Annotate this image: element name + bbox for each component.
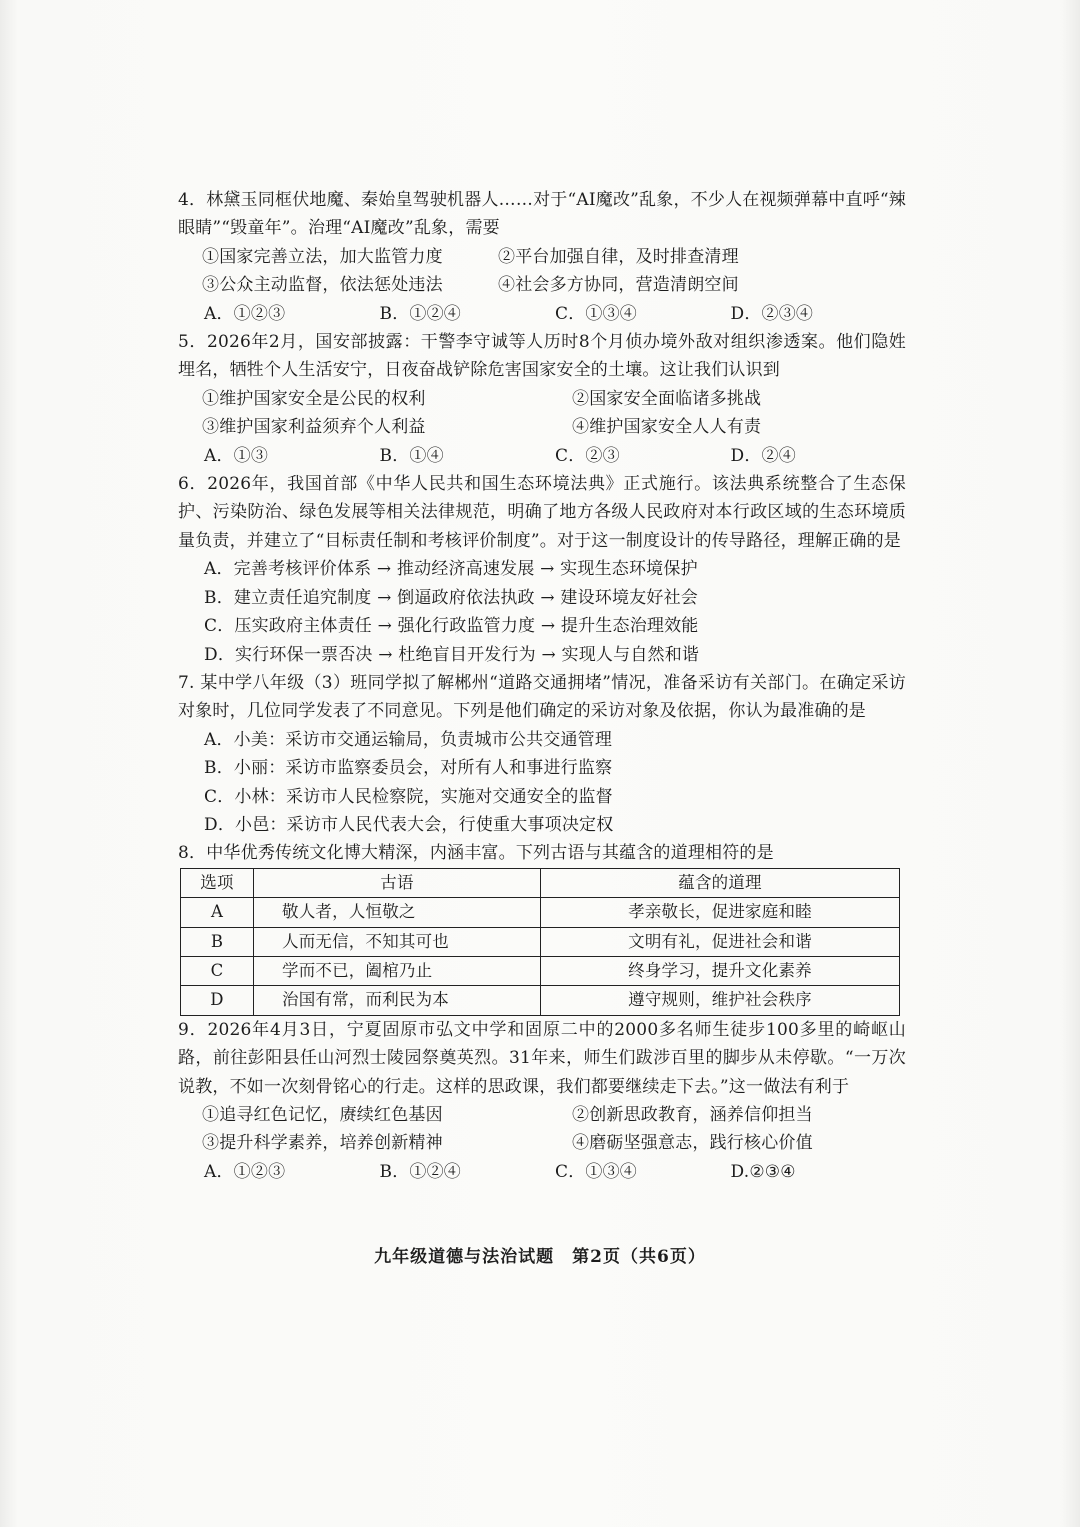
table-cell: B [181, 927, 254, 956]
table-cell: 遵守规则，维护社会秩序 [541, 986, 900, 1015]
statement: ③提升科学素养，培养创新精神 [202, 1133, 443, 1154]
statement-row [178, 243, 906, 271]
statement: ③维护国家利益须弃个人利益 [202, 417, 426, 438]
option-b: B．①②④ [379, 1161, 461, 1182]
statement-row [178, 413, 906, 441]
option-b: B．小丽：采访市监察委员会，对所有人和事进行监察 [204, 758, 613, 779]
statement-row [178, 385, 906, 413]
statement: ②国家安全面临诸多挑战 [572, 388, 762, 409]
table-cell: 终身学习，提升文化素养 [541, 956, 900, 985]
question-stem: 4．林黛玉同框伏地魔、秦始皇驾驶机器人……对于“AI魔改”乱象，不少人在视频弹幕中直呼“辣眼睛”“毁童年”。治理“AI魔改”乱象，需要 [178, 190, 906, 239]
table-row [181, 927, 900, 956]
option-d: D．小邑：采访市人民代表大会，行使重大事项决定权 [204, 814, 614, 835]
option-a: A．完善考核评价体系 → 推动经济高速发展 → 实现生态环境保护 [204, 559, 698, 580]
question-stem: 6．2026年，我国首部《中华人民共和国生态环境法典》正式施行。该法典系统整合了生态保护、污染防治、绿色发展等相关法律规范，明确了地方各级人民政府对本行政区域的生态环境质量负责，并建立了“目标责任制和考核评价制度”。对于这一制度设计的传导路径，理解正确的是 [178, 474, 906, 551]
statement: ③公众主动监督，依法惩处违法 [202, 275, 443, 296]
option-d: D．实行环保一票否决 → 杜绝盲目开发行为 → 实现人与自然和谐 [204, 644, 700, 665]
table-cell: 人而无信，不知其可也 [254, 927, 541, 956]
question-stem: 7. 某中学八年级（3）班同学拟了解郴州“道路交通拥堵”情况，准备采访有关部门。在确定采访对象时，几位同学发表了不同意见。下列是他们确定的采访对象及依据，你认为最准确的是 [178, 672, 906, 722]
table-header-row [181, 868, 900, 897]
column-header: 蕴含的道理 [541, 868, 900, 897]
question-stem: 8．中华优秀传统文化博大精深，内涵丰富。下列古语与其蕴含的道理相符的是 [178, 843, 774, 864]
option-b: B．①④ [379, 445, 444, 466]
statement-row [178, 271, 906, 299]
statement: ①追寻红色记忆，赓续红色基因 [202, 1105, 443, 1125]
option-d: D.②③④ [730, 1161, 796, 1182]
option-a: A．①②③ [204, 1161, 286, 1182]
table-cell: A [181, 898, 254, 927]
option-a: A．①③ [204, 445, 269, 466]
table-cell: 孝亲敬长，促进家庭和睦 [541, 898, 900, 927]
statement-row [178, 1129, 906, 1157]
question-stem: 5．2026年2月，国安部披露：干警李守诚等人历时8个月侦办境外敌对组织渗透案。他们隐姓埋名，牺牲个人生活安宁，日夜奋战铲除危害国家安全的土壤。这让我们认识到 [178, 332, 906, 381]
table-row [181, 956, 900, 985]
column-header: 古语 [254, 868, 541, 897]
answer-options [178, 300, 906, 328]
proverb-table [180, 868, 900, 1016]
table-cell: 治国有常，而利民为本 [254, 986, 541, 1015]
statement: ④维护国家安全人人有责 [572, 417, 762, 438]
option-a: A．小美：采访市交通运输局，负责城市公共交通管理 [204, 729, 613, 750]
statement: ①维护国家安全是公民的权利 [202, 388, 426, 409]
column-header: 选项 [181, 868, 254, 897]
option-d: D．②③④ [730, 303, 814, 324]
answer-options [178, 442, 906, 470]
question-stem: 9．2026年4月3日，宁夏固原市弘文中学和固原二中的2000多名师生徒步100多里的崎岖山路，前往彭阳县任山河烈士陵园祭奠英烈。31年来，师生们跋涉百里的脚步从未停歇。“一万次说教，不如一次刻骨铭心的行走。这样的思政课，我们都要继续走下去。”这一做法有利于 [178, 1019, 906, 1097]
statement: ④磨砺坚强意志，践行核心价值 [572, 1133, 813, 1154]
statement: ②平台加强自律，及时排查清理 [498, 246, 739, 267]
statement-row [178, 1101, 906, 1129]
question-8 [178, 839, 906, 1015]
option-c: C．①③④ [555, 303, 638, 324]
question-9 [178, 1016, 906, 1186]
table-row [181, 898, 900, 927]
option-b: B．建立责任追究制度 → 倒逼政府依法执政 → 建设环境友好社会 [204, 587, 698, 608]
table-cell: C [181, 956, 254, 985]
question-5 [178, 328, 906, 470]
option-c: C．小林：采访市人民检察院，实施对交通安全的监督 [204, 786, 613, 807]
option-c: C．压实政府主体责任 → 强化行政监管力度 → 提升生态治理效能 [204, 616, 699, 637]
option-b: B．①②④ [379, 303, 461, 324]
question-4 [178, 186, 906, 328]
answer-options [178, 1158, 906, 1186]
statement: ②创新思政教育，涵养信仰担当 [572, 1105, 813, 1125]
option-a: A．①②③ [204, 303, 286, 324]
page-footer: 九年级道德与法治试题 第2页（共6页） [374, 1247, 706, 1267]
option-d: D．②④ [730, 445, 796, 466]
table-cell: 学而不已，阖棺乃止 [254, 956, 541, 985]
question-6 [178, 470, 906, 669]
question-7 [178, 669, 906, 839]
table-cell: D [181, 986, 254, 1015]
table-cell: 文明有礼，促进社会和谐 [541, 927, 900, 956]
statement: ①国家完善立法，加大监管力度 [202, 246, 443, 267]
option-c: C．①③④ [555, 1161, 638, 1182]
table-cell: 敬人者，人恒敬之 [254, 898, 541, 927]
exam-content [178, 186, 906, 1186]
statement: ④社会多方协同，营造清朗空间 [498, 275, 739, 296]
table-row [181, 986, 900, 1015]
option-c: C．②③ [555, 445, 620, 466]
